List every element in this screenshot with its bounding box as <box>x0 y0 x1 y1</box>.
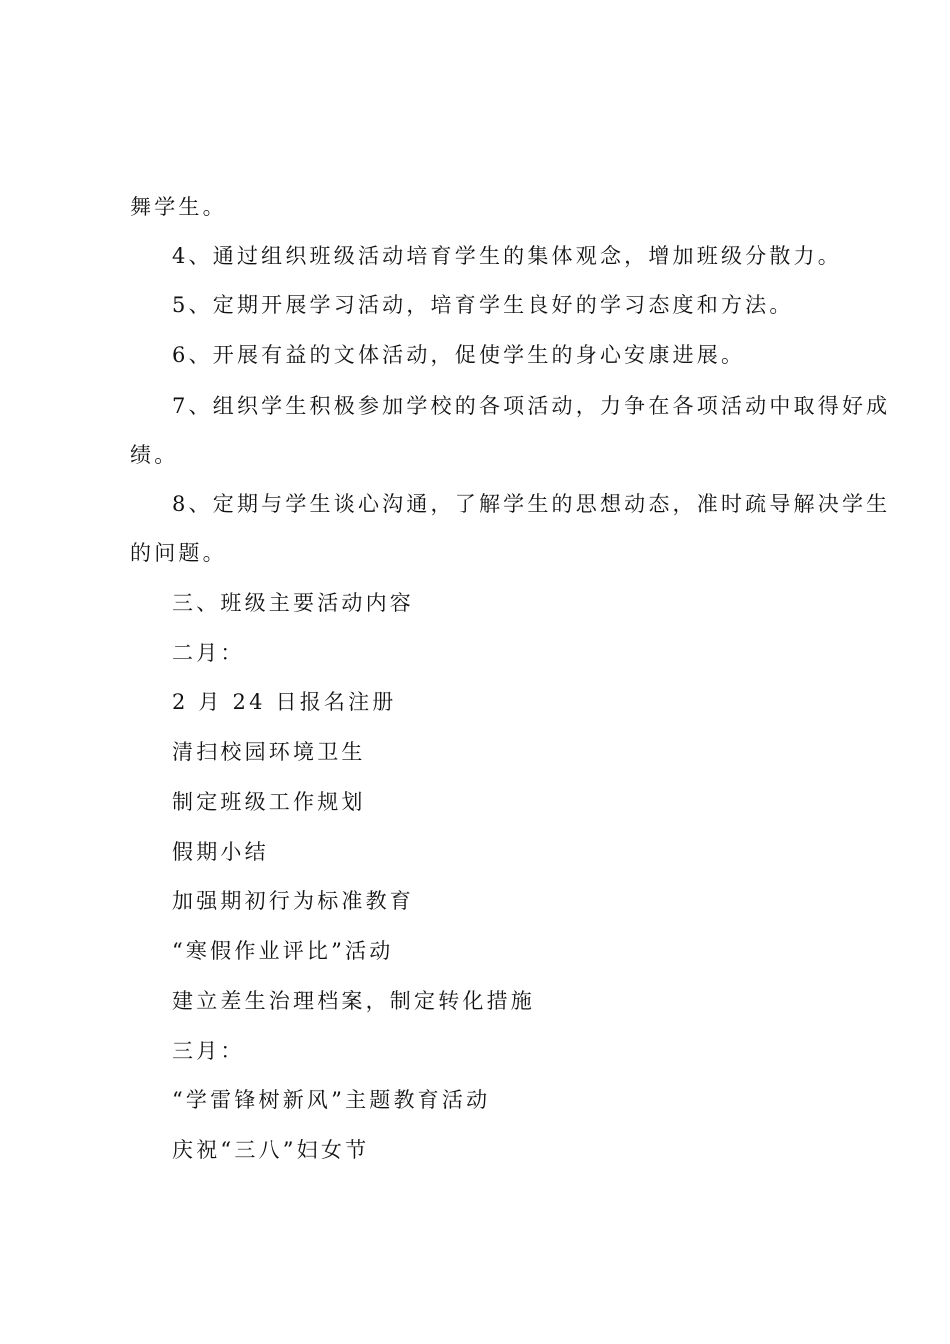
list-item: 建立差生治理档案，制定转化措施 <box>172 989 535 1013</box>
text-line: 4、通过组织班级活动培育学生的集体观念，增加班级分散力。 <box>172 244 842 268</box>
text-line: 舞学生。 <box>130 195 227 219</box>
text-line: 6、开展有益的文体活动，促使学生的身心安康进展。 <box>172 343 746 367</box>
section-heading: 三、班级主要活动内容 <box>172 591 414 615</box>
list-item: 假期小结 <box>172 840 269 864</box>
list-item: “寒假作业评比”活动 <box>172 939 394 963</box>
list-item: 2 月 24 日报名注册 <box>172 690 397 714</box>
text-line: 绩。 <box>130 443 179 467</box>
month-heading: 三月： <box>172 1039 245 1063</box>
text-line: 7、组织学生积极参加学校的各项活动，力争在各项活动中取得好成 <box>172 394 891 418</box>
list-item: 清扫校园环境卫生 <box>172 740 366 764</box>
text-line: 的问题。 <box>130 541 227 565</box>
month-heading: 二月： <box>172 641 245 665</box>
list-item: 加强期初行为标准教育 <box>172 889 414 913</box>
list-item: 庆祝“三八”妇女节 <box>172 1138 370 1162</box>
text-line: 8、定期与学生谈心沟通，了解学生的思想动态，准时疏导解决学生 <box>172 492 891 516</box>
text-line: 5、定期开展学习活动，培育学生良好的学习态度和方法。 <box>172 293 794 317</box>
list-item: 制定班级工作规划 <box>172 790 366 814</box>
list-item: “学雷锋树新风”主题教育活动 <box>172 1088 491 1112</box>
